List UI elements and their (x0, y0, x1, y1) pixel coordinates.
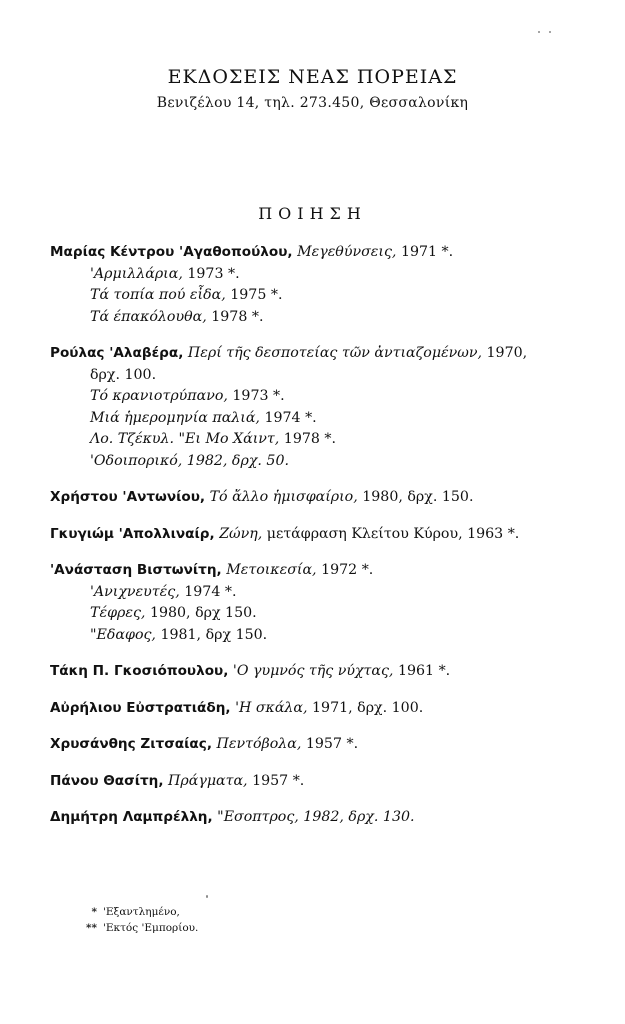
entry-line (50, 661, 575, 683)
author-name: Χρυσάνθης Ζιτσαίας, (50, 736, 212, 752)
footnotes (75, 904, 198, 936)
book-title: "Εδαφος, (90, 626, 156, 643)
author-entry (50, 771, 575, 793)
author-entry (50, 661, 575, 683)
entry-line (50, 771, 575, 793)
author-entry (50, 698, 575, 720)
entry-continuation-line (50, 365, 575, 387)
author-name: Γκυγιώμ 'Απολλιναίρ, (50, 525, 215, 542)
book-details: 1957 *. (305, 736, 359, 752)
author-entry (50, 560, 575, 646)
author-name: Πάνου Θασίτη, (50, 772, 164, 789)
author-name: 'Ανάσταση Βιστωνίτη, (50, 562, 222, 578)
entry-continuation-line (50, 451, 575, 473)
author-entry (50, 487, 575, 509)
book-details: 1973 *. (187, 265, 240, 282)
book-title: 'Αρμιλλάρια, (90, 265, 183, 282)
entry-line (50, 560, 575, 582)
entry-line (50, 343, 575, 365)
book-title: 'Ο γυμνός τῆς νύχτας, (232, 663, 394, 679)
book-details: 1974 *. (264, 409, 317, 426)
entry-continuation-line (50, 625, 575, 647)
author-entry (50, 242, 575, 328)
section-title: ΠΟΙΗΣΗ (258, 204, 367, 223)
book-title: Πεντόβολα, (216, 736, 302, 752)
entry-continuation-line (50, 582, 575, 604)
book-title: Τά τοπία πού εἶδα, (90, 287, 226, 303)
book-title: Μιά ἡμερομηνία παλιά, (90, 409, 260, 426)
footnote (75, 904, 198, 920)
book-title: Πράγματα, (168, 772, 248, 789)
book-details: 1981, δρχ 150. (160, 626, 268, 643)
author-list (50, 242, 575, 844)
footnote-mark: * (91, 906, 97, 918)
entry-continuation-line (50, 285, 575, 307)
author-entry (50, 807, 575, 829)
book-details: 1980, δρχ 150. (149, 605, 257, 621)
book-title: Τό ἄλλο ἡμισφαίριο, (209, 489, 358, 505)
book-title: Τό κρανιοτρύπανο, (90, 388, 228, 404)
author-entry (50, 524, 575, 546)
book-details: 1978 *. (283, 431, 337, 447)
entry-continuation-line (50, 264, 575, 286)
book-details: μετάφραση Κλείτου Κύρου, 1963 *. (266, 525, 520, 542)
author-name: Δημήτρη Λαμπρέλλη, (50, 809, 213, 825)
book-details: 1973 *. (232, 388, 285, 404)
entry-continuation-line (50, 408, 575, 430)
publisher-name: ΕΚΔΟΣΕΙΣ ΝΕΑΣ ΠΟΡΕΙΑΣ (167, 66, 458, 88)
entry-continuation-line (50, 429, 575, 451)
print-speck (538, 31, 540, 33)
author-name: Τάκη Π. Γκοσιόπουλου, (50, 663, 229, 679)
book-details: 1971 *. (400, 244, 454, 260)
footnote-text: 'Εξαντλημένο, (103, 906, 180, 918)
entry-continuation-line (50, 386, 575, 408)
entry-line (50, 487, 575, 509)
book-details: 1980, δρχ. 150. (362, 489, 474, 505)
book-details: 1974 *. (184, 583, 237, 600)
book-title: "Εσοπτρος, 1982, δρχ. 130. (217, 809, 415, 825)
book-title: Μεγεθύνσεις, (297, 244, 397, 260)
book-details: 1971, δρχ. 100. (312, 699, 424, 716)
publisher-address: Βενιζέλου 14, τηλ. 273.450, Θεσσαλονίκη (156, 95, 469, 111)
author-name: Μαρίας Κέντρου 'Αγαθοπούλου, (50, 244, 293, 260)
entry-line (50, 524, 575, 546)
footnote (75, 920, 198, 936)
author-name: Αὐρήλιου Εὐστρατιάδη, (50, 699, 231, 716)
book-title: 'Οδοιπορικό, 1982, δρχ. 50. (90, 452, 289, 469)
author-name: Ρούλας 'Αλαβέρα, (50, 345, 184, 361)
entry-line (50, 807, 575, 829)
print-speck (206, 895, 208, 898)
author-entry (50, 734, 575, 756)
entry-line (50, 242, 575, 264)
entry-line (50, 734, 575, 756)
book-details: 1970, (486, 345, 528, 361)
book-title: Περί τῆς δεσποτείας τῶν ἀντιαζομένων, (187, 345, 483, 361)
entry-continuation-line (50, 603, 575, 625)
book-details: 1978 *. (211, 308, 264, 325)
book-details: δρχ. 100. (90, 366, 157, 383)
book-title: Τέφρες, (90, 605, 146, 621)
book-title: 'Ανιχνευτές, (90, 583, 180, 600)
book-details: 1957 *. (252, 772, 305, 789)
book-title: Τά έπακόλουθα, (90, 308, 207, 325)
book-title: 'Η σκάλα, (235, 699, 308, 716)
book-details: 1972 *. (321, 562, 374, 578)
footnote-text: 'Εκτός 'Εμπορίου. (103, 922, 199, 934)
print-speck (549, 31, 551, 33)
book-details: 1961 *. (397, 663, 451, 679)
footnote-mark: ** (86, 922, 97, 934)
author-entry (50, 343, 575, 472)
book-details: 1975 *. (230, 287, 283, 303)
book-title: Λο. Τζέκυλ. "Ει Μο Χάιντ, (90, 431, 280, 447)
author-name: Χρήστου 'Αντωνίου, (50, 489, 206, 505)
entry-line (50, 698, 575, 720)
book-title: Μετοικεσία, (226, 562, 317, 578)
book-title: Ζώνη, (219, 525, 263, 542)
entry-continuation-line (50, 307, 575, 329)
